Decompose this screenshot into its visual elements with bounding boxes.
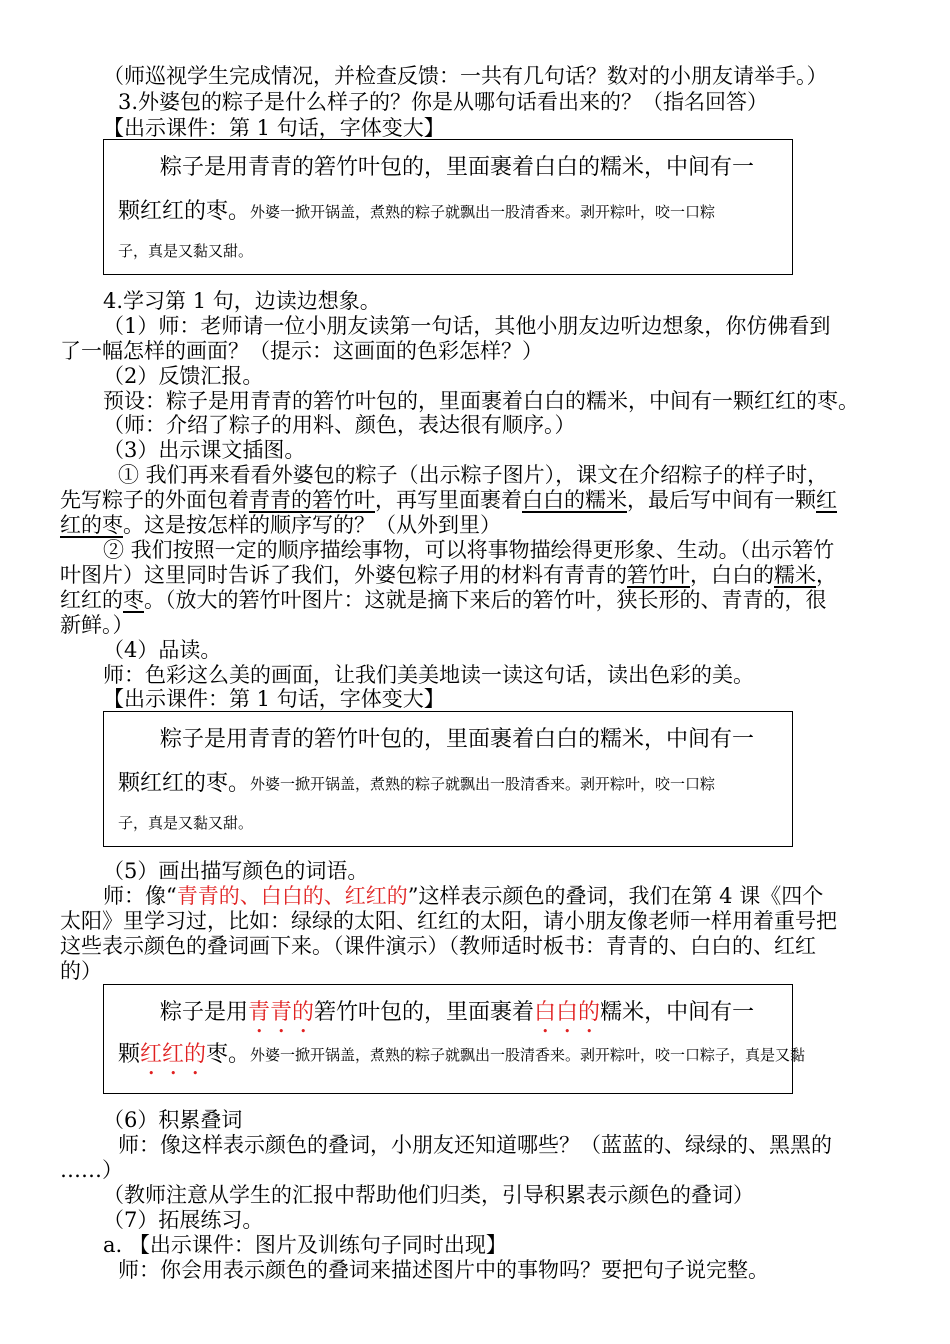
text-run: ”这样表示颜色的叠词，我们在第 4 课《四个 [407, 884, 824, 908]
courseware-text-box [103, 139, 793, 275]
emphasized-word: 白白的 [534, 1000, 601, 1025]
paragraph-line [60, 512, 501, 538]
paragraph-line: （7）拓展练习。 [103, 1208, 264, 1232]
courseware-note: 【出示课件：第 1 句话，字体变大】 [103, 687, 445, 711]
text-run: 粽子是用 [160, 1000, 249, 1025]
text-run: 箬竹叶包的，里面裹着 [314, 1000, 535, 1025]
text-run: 枣。 [206, 1042, 251, 1067]
paragraph-line: 师：你会用表示颜色的叠词来描述图片中的事物吗？要把句子说完整。 [118, 1258, 769, 1282]
box-sentence-large: 粽子是用青青的箬竹叶包的，里面裹着白白的糯米，中间有一 [160, 155, 755, 180]
text-run: 颗 [118, 1042, 141, 1067]
text-run: 。（放大的箬竹叶图片：这就是摘下来后的箬竹叶，狭长形的、青青的，很 [144, 588, 827, 612]
underlined-phrase: 白白的糯米 [522, 488, 627, 512]
paragraph-line: ① 我们再来看看外婆包的粽子（出示粽子图片），课文在介绍粽子的样子时， [118, 463, 829, 487]
paragraph-line [60, 587, 827, 613]
paragraph-line [103, 883, 823, 909]
paragraph-line: 预设：粽子是用青青的箬竹叶包的，里面裹着白白的糯米，中间有一颗红红的枣。 [103, 389, 859, 413]
text-run: ，再写里面裹着 [375, 488, 522, 512]
paragraph-line: 师：像这样表示颜色的叠词，小朋友还知道哪些？（蓝蓝的、绿绿的、黑黑的 [118, 1133, 832, 1157]
paragraph-line: ② 我们按照一定的顺序描绘事物，可以将事物描绘得更形象、生动。（出示箬竹 [103, 538, 835, 562]
emphasized-word: 青青的 [248, 1000, 315, 1025]
box-sentence-small: 外婆一掀开锅盖，煮熟的粽子就飘出一股清香来。剥开粽叶，咬一口粽 [250, 203, 716, 221]
underlined-phrase: 红的枣 [60, 513, 123, 537]
text-run: 叶图片）这里同时告诉了我们，外婆包粽子用的材料有青青的 [60, 563, 627, 587]
paragraph-line: 的） [60, 959, 102, 983]
box-sentence-large [118, 1041, 250, 1080]
box-sentence-small: 外婆一掀开锅盖，煮熟的粽子就飘出一股清香来。剥开粽叶，咬一口粽 [250, 775, 716, 793]
underlined-phrase: 枣 [123, 588, 144, 612]
paragraph-line: （师巡视学生完成情况，并检查反馈：一共有几句话？数对的小朋友请举手。） [103, 64, 828, 88]
paragraph-line: （5）画出描写颜色的词语。 [103, 859, 369, 883]
underlined-phrase: 箬竹叶 [627, 563, 690, 587]
text-run: 糯米，中间有一 [600, 1000, 755, 1025]
box-sentence-large: 颗红红的枣。 [118, 771, 251, 796]
paragraph-line: ……） [60, 1158, 123, 1182]
courseware-text-box [103, 711, 793, 847]
paragraph-line [60, 487, 837, 513]
emphasized-word: 红红的 [140, 1042, 207, 1067]
courseware-note: 【出示课件：第 1 句话，字体变大】 [103, 116, 445, 140]
text-run: 红红的 [60, 588, 123, 612]
text-run: 师：像“ [103, 884, 177, 908]
box-sentence-small: 外婆一掀开锅盖，煮熟的粽子就飘出一股清香来。剥开粽叶，咬一口粽子，真是又黏 [250, 1046, 806, 1064]
paragraph-line: （6）积累叠词 [103, 1108, 243, 1132]
underlined-phrase: 糯米 [774, 563, 816, 587]
underlined-phrase: 青青的箬竹叶 [249, 488, 375, 512]
paragraph-line [60, 562, 837, 588]
highlighted-phrase: 青青的、白白的、红红的 [176, 884, 408, 908]
courseware-note: a. 【出示课件：图片及训练句子同时出现】 [103, 1233, 507, 1257]
text-run: 。这是按怎样的顺序写的？（从外到里） [123, 513, 501, 537]
box-sentence-small: 子，真是又黏又甜。 [118, 242, 254, 260]
text-run: 先写粽子的外面包着 [60, 488, 249, 512]
box-sentence-large [160, 999, 754, 1038]
paragraph-line: （3）出示课文插图。 [103, 438, 306, 462]
courseware-text-box [103, 984, 806, 1094]
paragraph-line: 了一幅怎样的画面？（提示：这画面的色彩怎样？） [60, 339, 543, 363]
paragraph-line: （教师注意从学生的汇报中帮助他们归类，引导积累表示颜色的叠词） [103, 1183, 754, 1207]
section-heading: 4.学习第 1 句，边读边想象。 [103, 289, 381, 313]
paragraph-line: 太阳》里学习过，比如：绿绿的太阳、红红的太阳，请小朋友像老师一样用着重号把 [60, 909, 837, 933]
paragraph-line: 新鲜。） [60, 613, 134, 637]
paragraph-line: 师：色彩这么美的画面，让我们美美地读一读这句话，读出色彩的美。 [103, 663, 754, 687]
paragraph-line: （4）品读。 [103, 638, 222, 662]
paragraph-line: （2）反馈汇报。 [103, 364, 264, 388]
paragraph-line: 这些表示颜色的叠词画下来。（课件演示）（教师适时板书：青青的、白白的、红红 [60, 934, 816, 958]
box-sentence-large: 粽子是用青青的箬竹叶包的，里面裹着白白的糯米，中间有一 [160, 727, 755, 752]
text-run: ，最后写中间有一颗 [627, 488, 816, 512]
paragraph-line: （1）师：老师请一位小朋友读第一句话，其他小朋友边听边想象，你仿佛看到 [103, 314, 831, 338]
box-sentence-small: 子，真是又黏又甜。 [118, 814, 254, 832]
text-run: ，白白的 [690, 563, 774, 587]
underlined-phrase: 红 [816, 488, 837, 512]
text-run: ， [816, 563, 837, 587]
paragraph-line: （师：介绍了粽子的用料、颜色，表达很有顺序。） [103, 413, 576, 437]
paragraph-line: 3.外婆包的粽子是什么样子的？你是从哪句话看出来的？（指名回答） [118, 90, 769, 114]
box-sentence-large: 颗红红的枣。 [118, 199, 251, 224]
